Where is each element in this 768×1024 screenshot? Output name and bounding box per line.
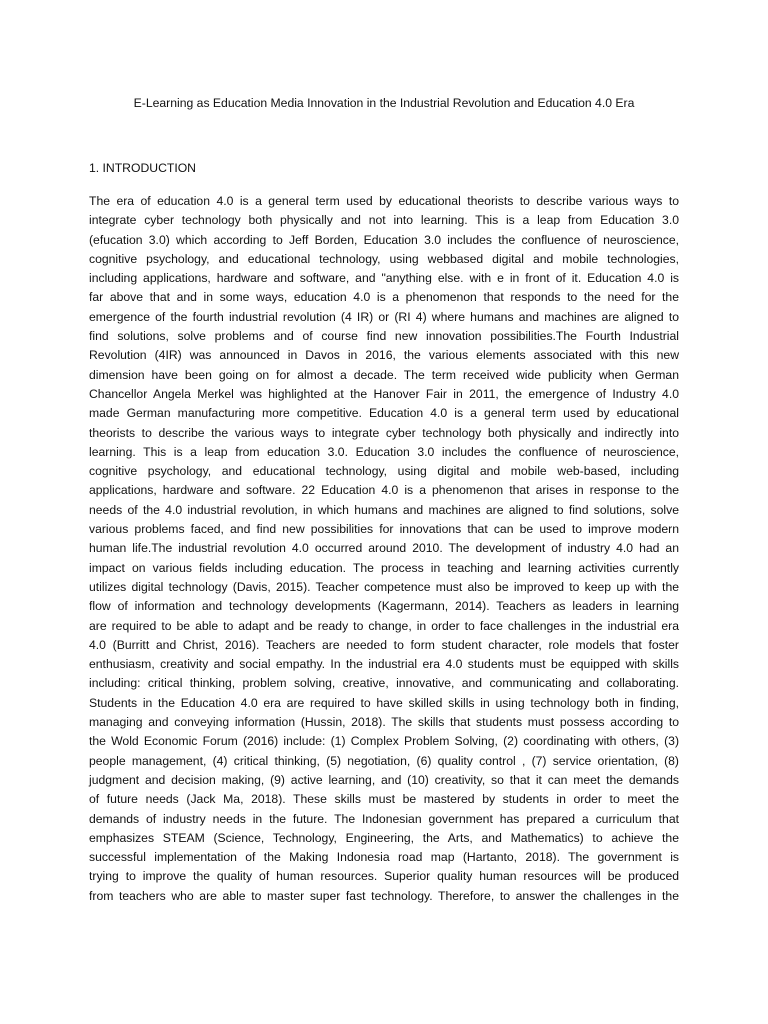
paragraph-line: cognitive psychology, and educational technology, using webbased digital and mobile technologies, — [89, 251, 679, 266]
paragraph-line: people management, (4) critical thinking, (5) negotiation, (6) quality control , (7) service orientation, (8) — [89, 753, 679, 768]
paragraph-line: 4.0 (Burritt and Christ, 2016). Teachers are needed to form student character, role models that foster — [89, 637, 679, 652]
paragraph-line: (efucation 3.0) which according to Jeff Borden, Education 3.0 includes the confluence of neuroscience, — [89, 232, 679, 247]
paragraph-line: emphasizes STEAM (Science, Technology, Engineering, the Arts, and Mathematics) to achieve the — [89, 830, 679, 845]
body-paragraph — [89, 192, 679, 906]
paragraph-line: Chancellor Angela Merkel was highlighted at the Hanover Fair in 2011, the emergence of Industry 4.0 — [89, 386, 679, 401]
paragraph-line: find solutions, solve problems and of course find new innovation possibilities.The Fourth Industrial — [89, 329, 679, 344]
paragraph-line: are required to be able to adapt and be ready to change, in order to face challenges in the industrial era — [89, 618, 679, 633]
paragraph-line: trying to improve the quality of human resources. Superior quality human resources will be produced — [89, 869, 679, 884]
paragraph-line: from teachers who are able to master super fast technology. Therefore, to answer the challenges in the — [89, 888, 679, 903]
paragraph-line: demands of industry needs in the future. The Indonesian government has prepared a curriculum that — [89, 811, 679, 826]
paragraph-line: far above that and in some ways, education 4.0 is a phenomenon that responds to the need for the — [89, 290, 679, 305]
paragraph-line: successful implementation of the Making Indonesia road map (Hartanto, 2018). The government is — [89, 850, 679, 865]
paragraph-line: The era of education 4.0 is a general term used by educational theorists to describe various ways to — [89, 194, 679, 208]
paragraph-line: managing and conveying information (Hussin, 2018). The skills that students must possess according to — [89, 715, 679, 730]
paragraph-line: theorists to describe the various ways to integrate cyber technology both physically and indirectly into — [89, 425, 679, 440]
paragraph-line: including: critical thinking, problem solving, creative, innovative, and communicating and collaborating. — [89, 676, 679, 691]
paragraph-line: cognitive psychology, and educational technology, using digital and mobile web-based, including — [89, 464, 679, 479]
document-title: E-Learning as Education Media Innovation in the Industrial Revolution and Education 4.0 Era — [133, 96, 635, 110]
paragraph-line: judgment and decision making, (9) active learning, and (10) creativity, so that it can meet the demands — [89, 772, 679, 787]
paragraph-line: dimension have been going on for almost a decade. The term received wide publicity when German — [89, 367, 679, 382]
paragraph-line: learning. This is a leap from education 3.0. Education 3.0 includes the confluence of neuroscience, — [89, 444, 679, 459]
paragraph-line: Revolution (4IR) was announced in Davos in 2016, the various elements associated with this new — [89, 348, 679, 363]
paragraph-line: human life.The industrial revolution 4.0 occurred around 2010. The development of industry 4.0 had an — [89, 541, 679, 556]
paragraph-line: flow of information and technology developments (Kagermann, 2014). Teachers as leaders in learning — [89, 599, 679, 614]
paragraph-line: of future needs (Jack Ma, 2018). These skills must be mastered by students in order to meet the — [89, 792, 679, 807]
paragraph-line: enthusiasm, creativity and social empathy. In the industrial era 4.0 students must be equipped with skills — [89, 657, 679, 672]
paragraph-line: Students in the Education 4.0 era are required to have skilled skills in using technology both in finding, — [89, 695, 679, 710]
paragraph-line: integrate cyber technology both physically and not into learning. This is a leap from Education 3.0 — [89, 213, 679, 228]
paragraph-line: applications, hardware and software. 22 Education 4.0 is a phenomenon that arises in response to the — [89, 483, 679, 498]
paragraph-line: various problems faced, and find new possibilities for innovations that can be used to improve modern — [89, 522, 679, 537]
paragraph-line: the Wold Economic Forum (2016) include: (1) Complex Problem Solving, (2) coordinating with others, (3) — [89, 734, 679, 749]
paragraph-line: made German manufacturing more competitive. Education 4.0 is a general term used by educational — [89, 406, 679, 421]
paragraph-line: impact on various fields including education. The process in teaching and learning activities currently — [89, 560, 679, 575]
section-heading: 1. INTRODUCTION — [89, 161, 196, 175]
paragraph-line: emergence of the fourth industrial revolution (4 IR) or (RI 4) where humans and machines are aligned to — [89, 309, 679, 324]
paragraph-line: including applications, hardware and software, and "anything else. with e in front of it. Education 4.0 is — [89, 271, 679, 286]
paragraph-line: needs of the 4.0 industrial revolution, in which humans and machines are aligned to find solutions, solve — [89, 502, 679, 517]
paragraph-line: utilizes digital technology (Davis, 2015). Teacher competence must also be improved to keep up with the — [89, 579, 679, 594]
